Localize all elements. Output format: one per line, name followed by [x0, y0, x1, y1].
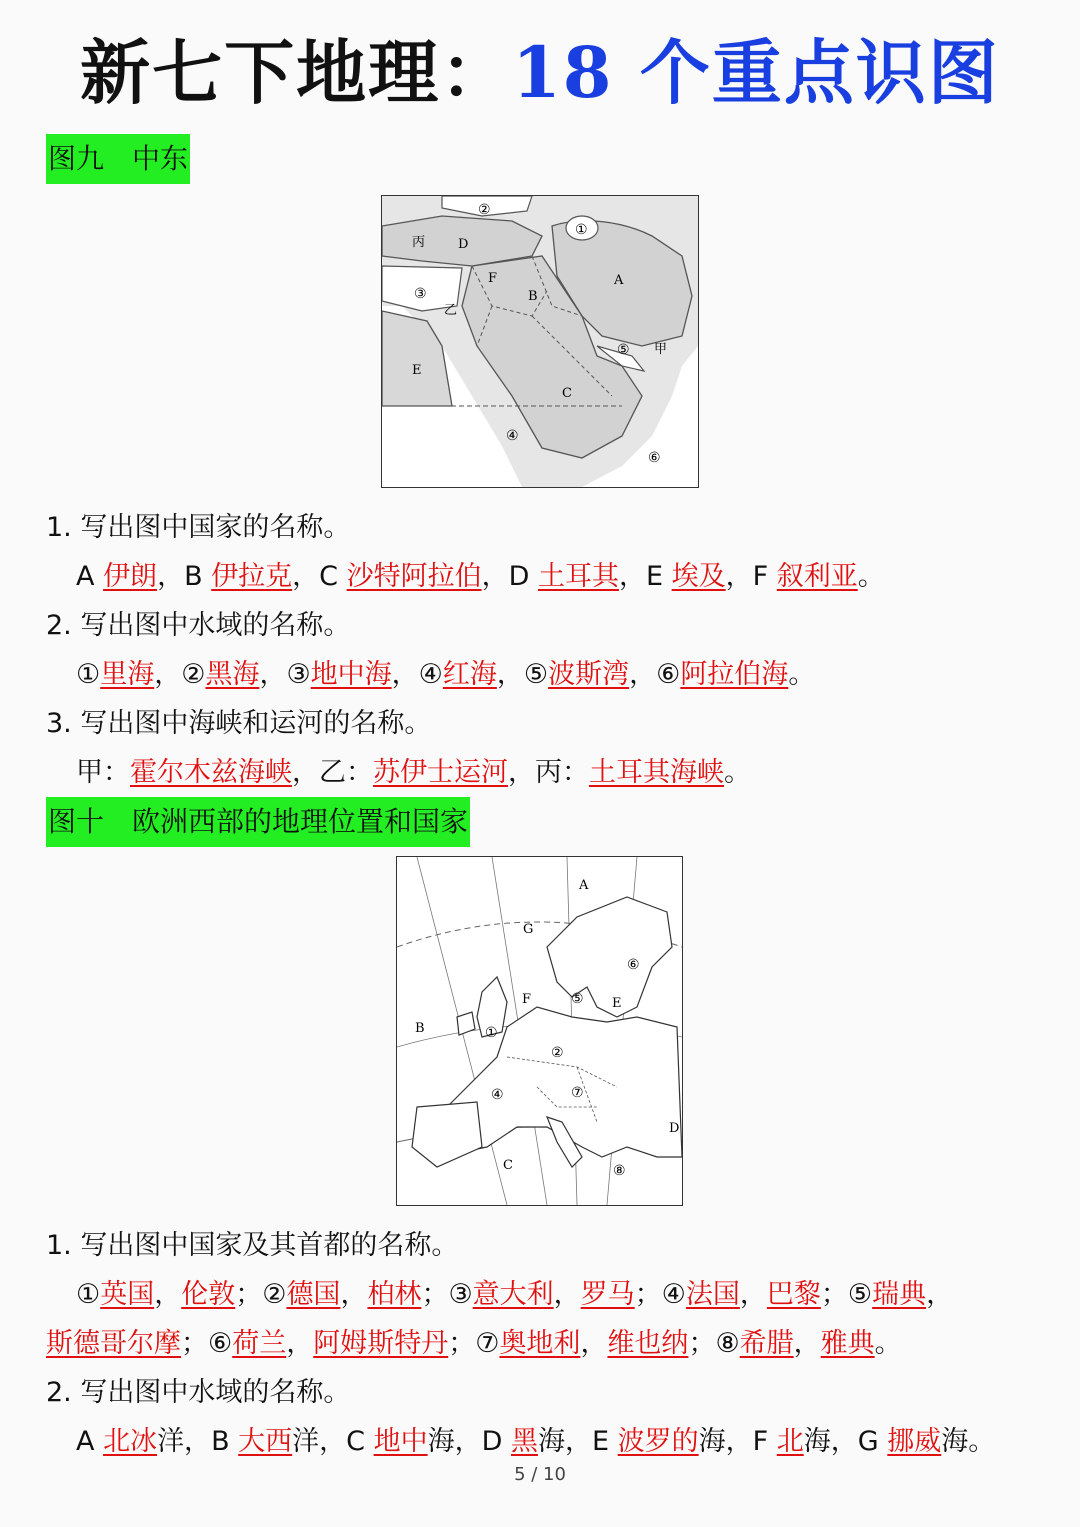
answer-text: 伦敦 — [181, 1279, 236, 1310]
map-label-c: C — [562, 386, 572, 401]
answer-suffix: ； — [421, 1279, 449, 1310]
map-label-5: ⑤ — [571, 991, 584, 1007]
answer-text: 奥地利 — [499, 1328, 581, 1359]
answer-suffix: 洋， — [157, 1426, 212, 1457]
map-label-yi: 乙 — [444, 303, 458, 318]
answer-text: 土耳其海峡 — [589, 757, 724, 788]
answer-text: 阿姆斯特丹 — [313, 1328, 449, 1359]
answer-suffix: 海， — [803, 1426, 858, 1457]
western-europe-map — [396, 856, 683, 1206]
map-label-2: ② — [551, 1045, 564, 1061]
map-label-a: A — [614, 273, 624, 288]
answer-prefix: C — [346, 1426, 374, 1457]
answer-suffix: ， — [391, 659, 419, 690]
answer-suffix: ， — [725, 561, 753, 592]
map-label-bing: 丙 — [412, 235, 426, 250]
answers-countries-capitals-2 — [46, 1322, 902, 1366]
question-2-waters: 2. 写出图中水域的名称。 — [46, 1377, 351, 1408]
answer-suffix: ， — [286, 1328, 314, 1359]
answer-suffix: 海。 — [941, 1426, 996, 1457]
answer-text: 意大利 — [472, 1279, 554, 1310]
middle-east-map — [381, 195, 699, 488]
answer-text: 英国 — [100, 1279, 155, 1310]
answer-suffix: ， — [629, 659, 657, 690]
map-label-6: ⑥ — [648, 450, 661, 466]
answer-prefix: B — [211, 1426, 239, 1457]
answer-suffix: ， — [508, 757, 535, 788]
answer-text: 伊朗 — [103, 561, 158, 592]
answer-prefix: ⑧ — [715, 1328, 740, 1359]
section-heading-western-europe: 图十 欧洲西部的地理位置和国家 — [46, 797, 470, 847]
map-label-1: ① — [575, 222, 588, 238]
answer-prefix: ③ — [286, 659, 311, 690]
answer-suffix: ， — [259, 659, 287, 690]
answer-prefix: ⑥ — [656, 659, 681, 690]
map-label-4: ④ — [491, 1087, 504, 1103]
map-label-4: ④ — [506, 428, 519, 444]
map-label-f: F — [488, 271, 498, 286]
map-label-d: D — [458, 237, 469, 252]
page-indicator: 5 / 10 — [514, 1464, 566, 1485]
answer-prefix: ③ — [448, 1279, 473, 1310]
question-3-straits: 3. 写出图中海峡和运河的名称。 — [46, 708, 432, 739]
answer-text: 巴黎 — [766, 1279, 821, 1310]
answer-text: 柏林 — [367, 1279, 422, 1310]
answer-text: 里海 — [100, 659, 155, 690]
section-heading-middle-east: 图九 中东 — [46, 134, 190, 184]
answer-suffix: ； — [448, 1328, 476, 1359]
answer-suffix: ， — [496, 659, 524, 690]
answers-waters — [76, 653, 815, 697]
map-label-a: A — [579, 878, 589, 893]
answer-suffix: 。 — [874, 1328, 902, 1359]
answer-text: 大西 — [238, 1426, 293, 1457]
answer-text: 红海 — [442, 659, 497, 690]
map-label-5: ⑤ — [617, 342, 630, 358]
answer-prefix: B — [184, 561, 212, 592]
answer-text: 苏伊士运河 — [373, 757, 508, 788]
map-label-g: G — [523, 922, 534, 937]
answer-suffix: 。 — [788, 659, 816, 690]
answer-suffix: ， — [154, 659, 182, 690]
question-2-waters: 2. 写出图中水域的名称。 — [46, 610, 351, 641]
answer-prefix: F — [752, 561, 777, 592]
answer-suffix: 海， — [537, 1426, 592, 1457]
answer-suffix: ， — [340, 1279, 368, 1310]
answer-prefix: G — [857, 1426, 888, 1457]
question-1-countries-capitals: 1. 写出图中国家及其首都的名称。 — [46, 1230, 459, 1261]
answer-prefix: A — [76, 561, 104, 592]
answer-prefix: ⑤ — [847, 1279, 873, 1310]
answer-text: 德国 — [286, 1279, 341, 1310]
answer-text: 沙特阿拉伯 — [346, 561, 482, 592]
answer-text: 罗马 — [580, 1279, 635, 1310]
answers-waters — [76, 1420, 995, 1464]
answers-straits — [76, 751, 751, 795]
answer-text: 地中海 — [310, 659, 392, 690]
answer-text: 霍尔木兹海峡 — [130, 757, 292, 788]
answer-text: 黑 — [510, 1426, 538, 1457]
answer-text: 黑海 — [205, 659, 260, 690]
answer-text: 波罗的 — [617, 1426, 699, 1457]
map-label-jia: 甲 — [654, 342, 668, 357]
answer-text: 希腊 — [739, 1328, 794, 1359]
answer-prefix: D — [481, 1426, 511, 1457]
answer-text: 雅典 — [820, 1328, 875, 1359]
answer-prefix: ② — [181, 659, 206, 690]
answer-suffix: 海， — [698, 1426, 753, 1457]
answer-suffix: ， — [157, 561, 185, 592]
answer-prefix: ④ — [418, 659, 443, 690]
answers-countries-capitals-1 — [76, 1273, 953, 1317]
answer-suffix: ， — [154, 1279, 182, 1310]
answer-prefix: ⑥ — [208, 1328, 233, 1359]
answer-prefix: C — [319, 561, 347, 592]
map-label-3: ③ — [414, 286, 427, 302]
answer-suffix: ； — [820, 1279, 848, 1310]
map-label-6: ⑥ — [627, 957, 640, 973]
answer-prefix: ① — [76, 659, 101, 690]
answer-prefix: 乙： — [319, 757, 373, 788]
map-label-d: D — [669, 1121, 680, 1136]
answer-suffix: ， — [292, 561, 320, 592]
answer-text: 土耳其 — [537, 561, 619, 592]
answer-suffix: ， — [292, 757, 319, 788]
answer-prefix: 甲： — [76, 757, 130, 788]
answer-text: 伊拉克 — [211, 561, 293, 592]
answer-prefix: ④ — [661, 1279, 686, 1310]
question-1-countries: 1. 写出图中国家的名称。 — [46, 512, 351, 543]
answer-suffix: ， — [580, 1328, 608, 1359]
answer-suffix: ， — [618, 561, 646, 592]
answer-prefix: ① — [76, 1279, 101, 1310]
answer-suffix: ， — [793, 1328, 821, 1359]
answer-text: 埃及 — [671, 561, 726, 592]
answer-text: 地中 — [373, 1426, 428, 1457]
map-label-e: E — [412, 363, 422, 378]
map-label-b: B — [528, 289, 538, 304]
answer-suffix: 。 — [724, 757, 751, 788]
answer-text: 波斯湾 — [548, 659, 630, 690]
answer-suffix: ， — [553, 1279, 581, 1310]
map-label-b: B — [415, 1021, 425, 1036]
answer-text: 荷兰 — [232, 1328, 287, 1359]
answer-prefix: ② — [262, 1279, 287, 1310]
map-label-e: E — [612, 996, 622, 1011]
answer-suffix: ， — [926, 1279, 954, 1310]
answer-prefix: 丙： — [535, 757, 589, 788]
answer-prefix: ⑦ — [475, 1328, 500, 1359]
map-label-f: F — [522, 992, 532, 1007]
answer-text: 斯德哥尔摩 — [46, 1328, 181, 1359]
answer-text: 法国 — [685, 1279, 740, 1310]
answer-prefix: A — [76, 1426, 104, 1457]
answer-suffix: 洋， — [292, 1426, 347, 1457]
map-label-8: ⑧ — [613, 1163, 626, 1179]
page-title: 新七下地理：18 个重点识图 — [80, 31, 1000, 114]
answer-suffix: ； — [634, 1279, 662, 1310]
answer-text: 阿拉伯海 — [680, 659, 789, 690]
answer-prefix: D — [508, 561, 538, 592]
map-label-2: ② — [478, 202, 491, 218]
answer-prefix: E — [645, 561, 672, 592]
answer-suffix: ； — [688, 1328, 716, 1359]
answer-suffix: ， — [481, 561, 509, 592]
answer-text: 维也纳 — [607, 1328, 689, 1359]
map-label-7: ⑦ — [571, 1085, 584, 1101]
map-label-1: ① — [485, 1025, 498, 1041]
map-label-c: C — [503, 1158, 513, 1173]
answer-suffix: ， — [739, 1279, 767, 1310]
answer-suffix: ； — [235, 1279, 263, 1310]
answer-suffix: 海， — [427, 1426, 482, 1457]
answer-text: 瑞典 — [872, 1279, 927, 1310]
answers-countries — [76, 555, 885, 599]
answer-text: 北冰 — [103, 1426, 158, 1457]
answer-prefix: E — [591, 1426, 618, 1457]
answer-prefix: ⑤ — [523, 659, 549, 690]
answer-suffix: ； — [181, 1328, 208, 1359]
answer-text: 叙利亚 — [776, 561, 858, 592]
answer-text: 挪威 — [887, 1426, 942, 1457]
answer-suffix: 。 — [857, 561, 885, 592]
answer-prefix: F — [752, 1426, 777, 1457]
answer-text: 北 — [776, 1426, 804, 1457]
